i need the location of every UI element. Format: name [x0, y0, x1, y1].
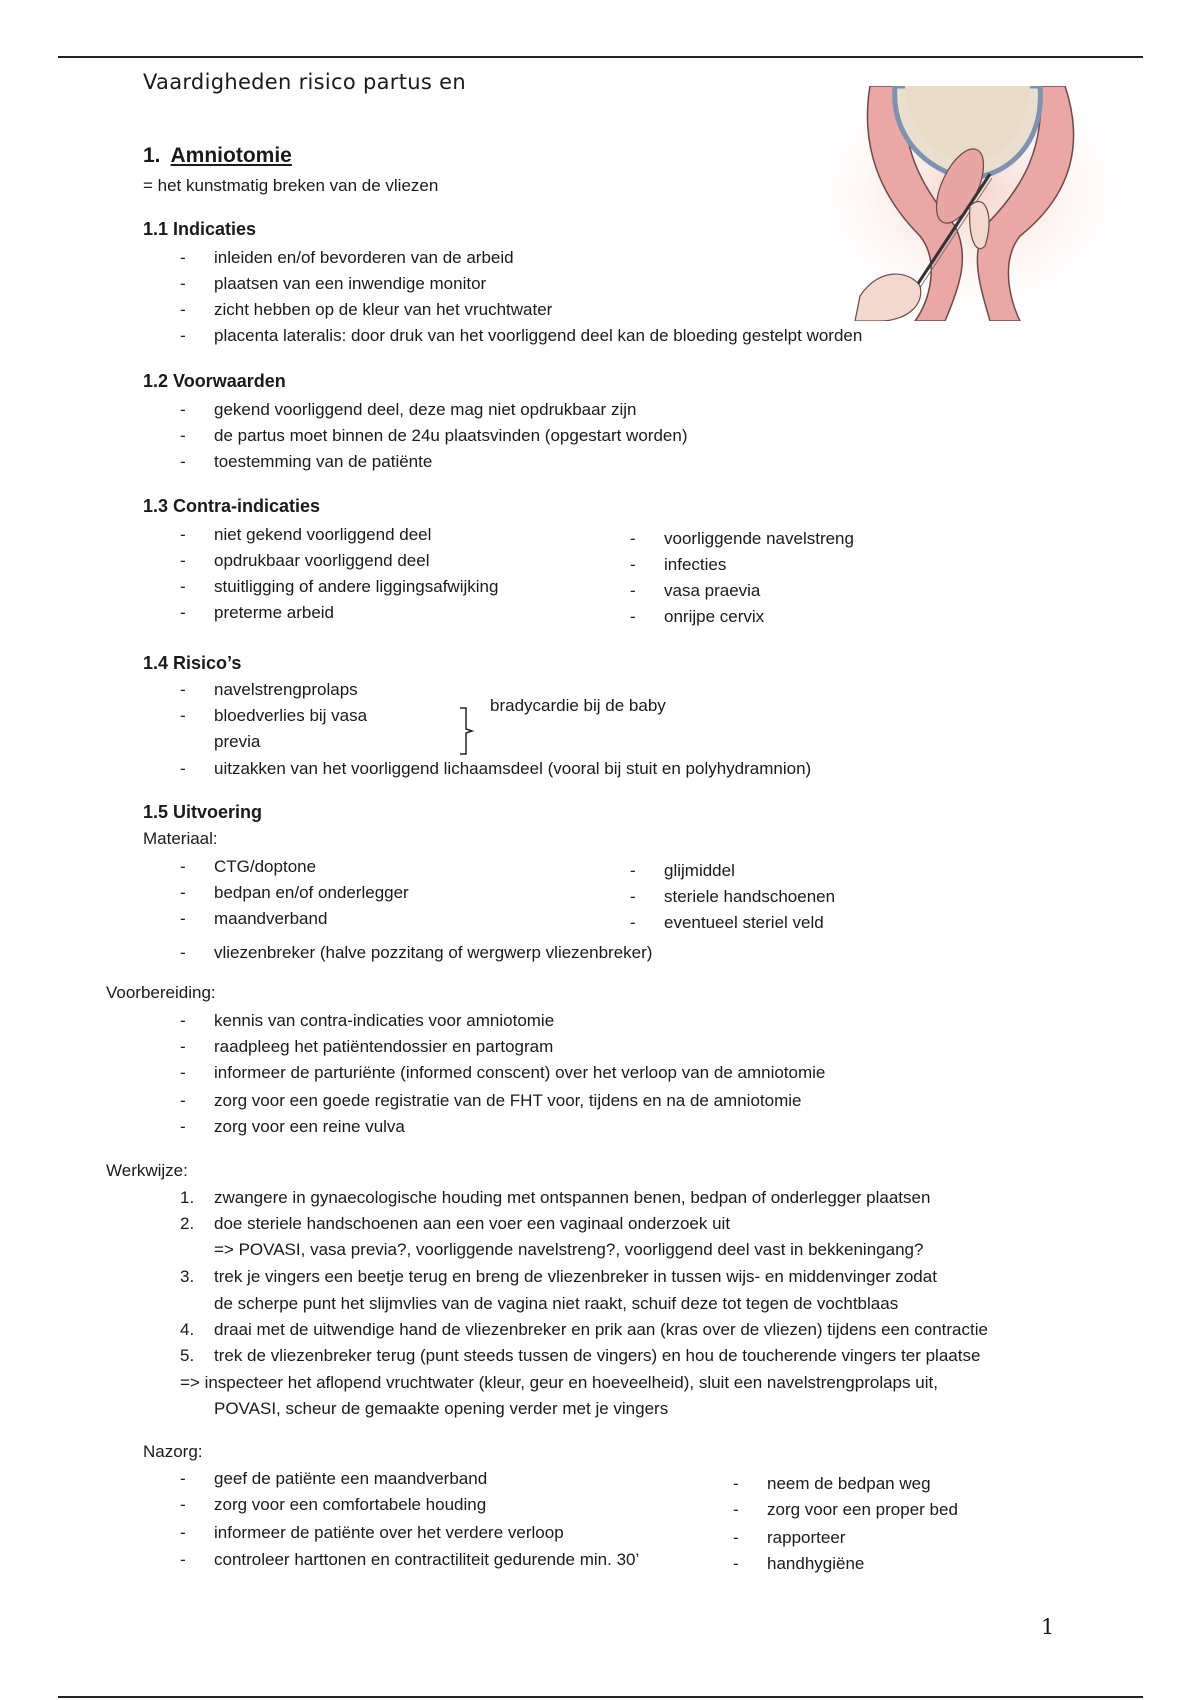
list-item: - preterme arbeid	[180, 603, 335, 622]
document-title: Vaardigheden risico partus en	[143, 70, 466, 94]
list-item: - kennis van contra-indicaties voor amniotomie	[180, 1011, 555, 1030]
list-item: - zorg voor een proper bed	[733, 1500, 958, 1519]
list-item: - zorg voor een goede registratie van de FHT voor, tijdens en na de amniotomie	[180, 1091, 802, 1110]
brace-note: bradycardie bij de baby	[490, 696, 666, 715]
list-item: - zorg voor een comfortabele houding	[180, 1495, 487, 1514]
list-item: - bedpan en/of onderlegger	[180, 883, 409, 902]
werkwijze-label: Werkwijze:	[106, 1161, 188, 1180]
step-1: 1. zwangere in gynaecologische houding met ontspannen benen, bedpan of onderlegger plaatsen	[180, 1188, 931, 1207]
step-4: 4. draai met de uitwendige hand de vliezenbreker en prik aan (kras over de vliezen) tijdens een contractie	[180, 1320, 988, 1339]
list-item: - geef de patiënte een maandverband	[180, 1469, 488, 1488]
brace-icon	[458, 706, 478, 756]
step-2: 2. doe steriele handschoenen aan een voer een vaginaal onderzoek uit	[180, 1214, 731, 1233]
page-number: 1	[1041, 1615, 1055, 1639]
list-item: - bloedverlies bij vasa	[180, 706, 368, 725]
list-item: - onrijpe cervix	[630, 607, 765, 626]
list-item: - handhygiëne	[733, 1554, 865, 1573]
inspection-note: => inspecteer het aflopend vruchtwater (kleur, geur en hoeveelheid), sluit een navelstrengprolaps uit,	[180, 1373, 938, 1392]
step-3-cont: de scherpe punt het slijmvlies van de vagina niet raakt, schuif deze tot tegen de vochtblaas	[214, 1294, 899, 1313]
list-item: - placenta lateralis: door druk van het voorliggend deel kan de bloeding gestelpt worden	[180, 326, 863, 345]
list-item: - controleer harttonen en contractiliteit gedurende min. 30’	[180, 1550, 640, 1569]
list-item: - informeer de parturiënte (informed conscent) over het verloop van de amniotomie	[180, 1063, 826, 1082]
heading-indicaties: 1.1 Indicaties	[143, 219, 257, 239]
list-item: - infecties	[630, 555, 727, 574]
list-item: - zorg voor een reine vulva	[180, 1117, 405, 1136]
inspection-note-cont: POVASI, scheur de gemaakte opening verder met je vingers	[214, 1399, 669, 1418]
step-2-cont: => POVASI, vasa previa?, voorliggende navelstreng?, voorliggend deel vast in bekkeningang?	[214, 1240, 924, 1259]
amniotomy-illustration	[820, 86, 1120, 321]
list-item: - maandverband	[180, 909, 328, 928]
list-item: - niet gekend voorliggend deel	[180, 525, 432, 544]
list-item: - stuitligging of andere liggingsafwijking	[180, 577, 499, 596]
list-item: - eventueel steriel veld	[630, 913, 824, 932]
section-number: 1.	[143, 144, 161, 167]
list-item: - gekend voorliggend deel, deze mag niet opdrukbaar zijn	[180, 400, 637, 419]
heading-risicos: 1.4 Risico’s	[143, 653, 242, 673]
list-item: - rapporteer	[733, 1528, 846, 1547]
heading-voorwaarden: 1.2 Voorwaarden	[143, 371, 286, 391]
list-item: - glijmiddel	[630, 861, 735, 880]
voorbereiding-label: Voorbereiding:	[106, 983, 216, 1002]
step-5: 5. trek de vliezenbreker terug (punt steeds tussen de vingers) en hou de toucherende vingers ter plaatse	[180, 1346, 981, 1365]
list-item: - steriele handschoenen	[630, 887, 836, 906]
list-item: - navelstrengprolaps	[180, 680, 358, 699]
step-3: 3. trek je vingers een beetje terug en breng de vliezenbreker in tussen wijs- en middenvinger zodat	[180, 1267, 937, 1286]
heading-contra-indicaties: 1.3 Contra-indicaties	[143, 496, 321, 516]
list-item: - raadpleeg het patiëntendossier en partogram	[180, 1037, 554, 1056]
list-item: - inleiden en/of bevorderen van de arbeid	[180, 248, 514, 267]
list-item: - uitzakken van het voorliggend lichaamsdeel (vooral bij stuit en polyhydramnion)	[180, 759, 812, 778]
definition: = het kunstmatig breken van de vliezen	[143, 176, 439, 195]
top-rule	[58, 56, 1143, 58]
section-heading-amniotomie	[143, 144, 292, 168]
list-item: - zicht hebben op de kleur van het vruchtwater	[180, 300, 553, 319]
materiaal-label: Materiaal:	[143, 829, 218, 848]
list-item-continuation: previa	[214, 732, 261, 751]
list-item: - de partus moet binnen de 24u plaatsvinden (opgestart worden)	[180, 426, 688, 445]
heading-uitvoering: 1.5 Uitvoering	[143, 802, 263, 822]
list-item: - voorliggende navelstreng	[630, 529, 854, 548]
section-title: Amniotomie	[170, 144, 292, 167]
list-item: - toestemming van de patiënte	[180, 452, 433, 471]
bottom-rule	[58, 1696, 1143, 1698]
list-item: - opdrukbaar voorliggend deel	[180, 551, 430, 570]
list-item: - plaatsen van een inwendige monitor	[180, 274, 487, 293]
list-item: - informeer de patiënte over het verdere verloop	[180, 1523, 564, 1542]
list-item: - CTG/doptone	[180, 857, 317, 876]
nazorg-label: Nazorg:	[143, 1442, 203, 1461]
list-item: - vasa praevia	[630, 581, 761, 600]
list-item: - neem de bedpan weg	[733, 1474, 931, 1493]
list-item: - vliezenbreker (halve pozzitang of wergwerp vliezenbreker)	[180, 943, 653, 962]
